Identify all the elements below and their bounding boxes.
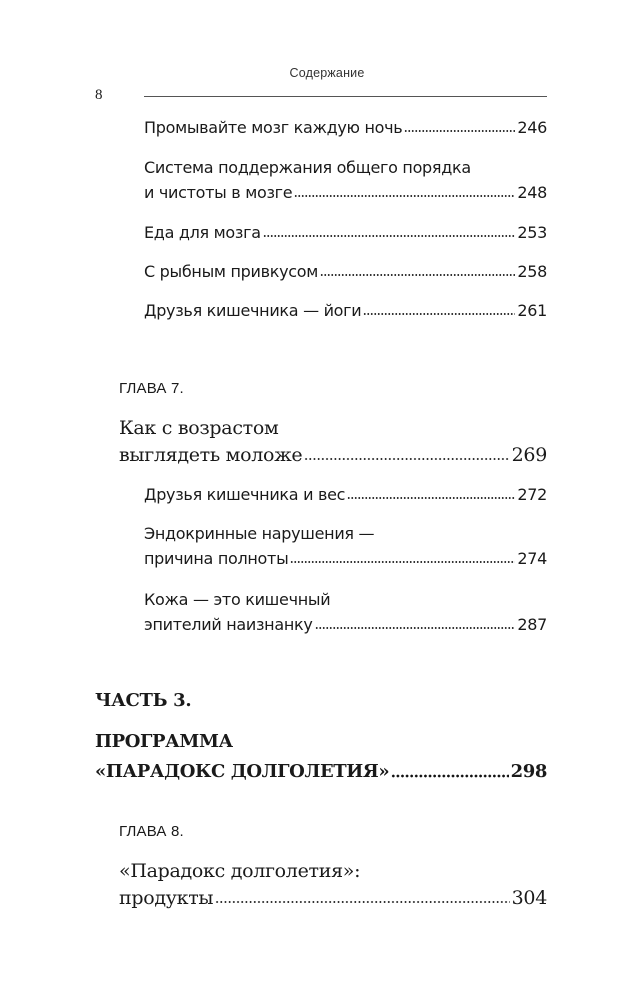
- toc-entry-line: [119, 442, 547, 469]
- toc-part-3-title[interactable]: [95, 727, 547, 787]
- toc-entry-title-line1: Эндокринные нарушения —: [144, 524, 375, 543]
- dot-leader: [304, 456, 509, 462]
- toc-entry-line: [144, 259, 547, 284]
- page-number: 8: [95, 87, 103, 103]
- toc-entry-title-line1: Кожа — это кишечный: [144, 590, 331, 609]
- dot-leader: [404, 128, 515, 134]
- dot-leader: [391, 773, 508, 779]
- toc-entry-line: [144, 612, 547, 637]
- chapter-7-label: ГЛАВА 7.: [119, 380, 184, 397]
- toc-chapter-7-title[interactable]: [119, 415, 547, 469]
- toc-entry-brain-food[interactable]: [144, 220, 547, 245]
- toc-entry-endocrine-disorders[interactable]: [144, 521, 547, 571]
- dot-leader: [347, 495, 515, 501]
- dot-leader: [215, 899, 509, 905]
- toc-entry-page: 261: [517, 301, 547, 320]
- header-divider: [144, 96, 547, 97]
- part-3-label: ЧАСТЬ 3.: [95, 690, 192, 711]
- dot-leader: [315, 625, 516, 631]
- toc-entry-line: [144, 298, 547, 323]
- toc-entry-brain-order-system[interactable]: [144, 155, 547, 205]
- toc-entry-page: 304: [511, 887, 547, 909]
- toc-entry-page: 246: [517, 118, 547, 137]
- toc-entry-line: [144, 546, 547, 571]
- toc-entry-fish-taste[interactable]: [144, 259, 547, 284]
- toc-entry-page: 298: [510, 761, 547, 782]
- dot-leader: [363, 311, 515, 317]
- toc-entry-title: Промывайте мозг каждую ночь: [144, 118, 403, 137]
- toc-entry-title-line1: Система поддержания общего порядка: [144, 158, 471, 177]
- toc-entry-line: [144, 180, 547, 205]
- dot-leader: [294, 193, 515, 199]
- toc-entry-gut-friends-weight[interactable]: [144, 482, 547, 507]
- toc-entry-title: эпителий наизнанку: [144, 615, 313, 634]
- toc-entry-title: причина полноты: [144, 549, 289, 568]
- toc-entry-line: [119, 885, 547, 912]
- toc-entry-title: и чистоты в мозге: [144, 183, 293, 202]
- chapter-8-label: ГЛАВА 8.: [119, 823, 184, 840]
- toc-entry-page: 258: [517, 262, 547, 281]
- toc-entry-title: С рыбным привкусом: [144, 262, 318, 281]
- toc-chapter-8-title[interactable]: [119, 858, 547, 912]
- dot-leader: [263, 233, 516, 239]
- toc-entry-page: 248: [517, 183, 547, 202]
- dot-leader: [320, 272, 515, 278]
- toc-entry-page: 272: [517, 485, 547, 504]
- toc-entry-line: [144, 482, 547, 507]
- toc-entry-brain-wash[interactable]: [144, 115, 547, 140]
- toc-entry-page: 274: [517, 549, 547, 568]
- chapter-title-line1: «Парадокс долголетия»:: [119, 860, 361, 882]
- toc-entry-line: [95, 757, 547, 787]
- toc-entry-skin-epithelium[interactable]: [144, 587, 547, 637]
- chapter-title-line2: продукты: [119, 887, 214, 909]
- section-title: Содержание: [289, 66, 365, 80]
- toc-entry-line: [144, 220, 547, 245]
- dot-leader: [290, 559, 515, 565]
- toc-entry-page: 269: [511, 444, 547, 466]
- toc-entry-line: [144, 115, 547, 140]
- part-title-line1: ПРОГРАММА: [95, 731, 233, 752]
- chapter-title-line1: Как с возрастом: [119, 417, 279, 439]
- chapter-title-line2: выглядеть моложе: [119, 444, 303, 466]
- part-title-line2: «ПАРАДОКС ДОЛГОЛЕТИЯ»: [95, 761, 390, 782]
- toc-entry-title: Друзья кишечника и вес: [144, 485, 346, 504]
- toc-entry-title: Еда для мозга: [144, 223, 261, 242]
- toc-entry-title: Друзья кишечника — йоги: [144, 301, 362, 320]
- toc-entry-gut-friends-yogis[interactable]: [144, 298, 547, 323]
- toc-entry-page: 253: [517, 223, 547, 242]
- toc-entry-page: 287: [517, 615, 547, 634]
